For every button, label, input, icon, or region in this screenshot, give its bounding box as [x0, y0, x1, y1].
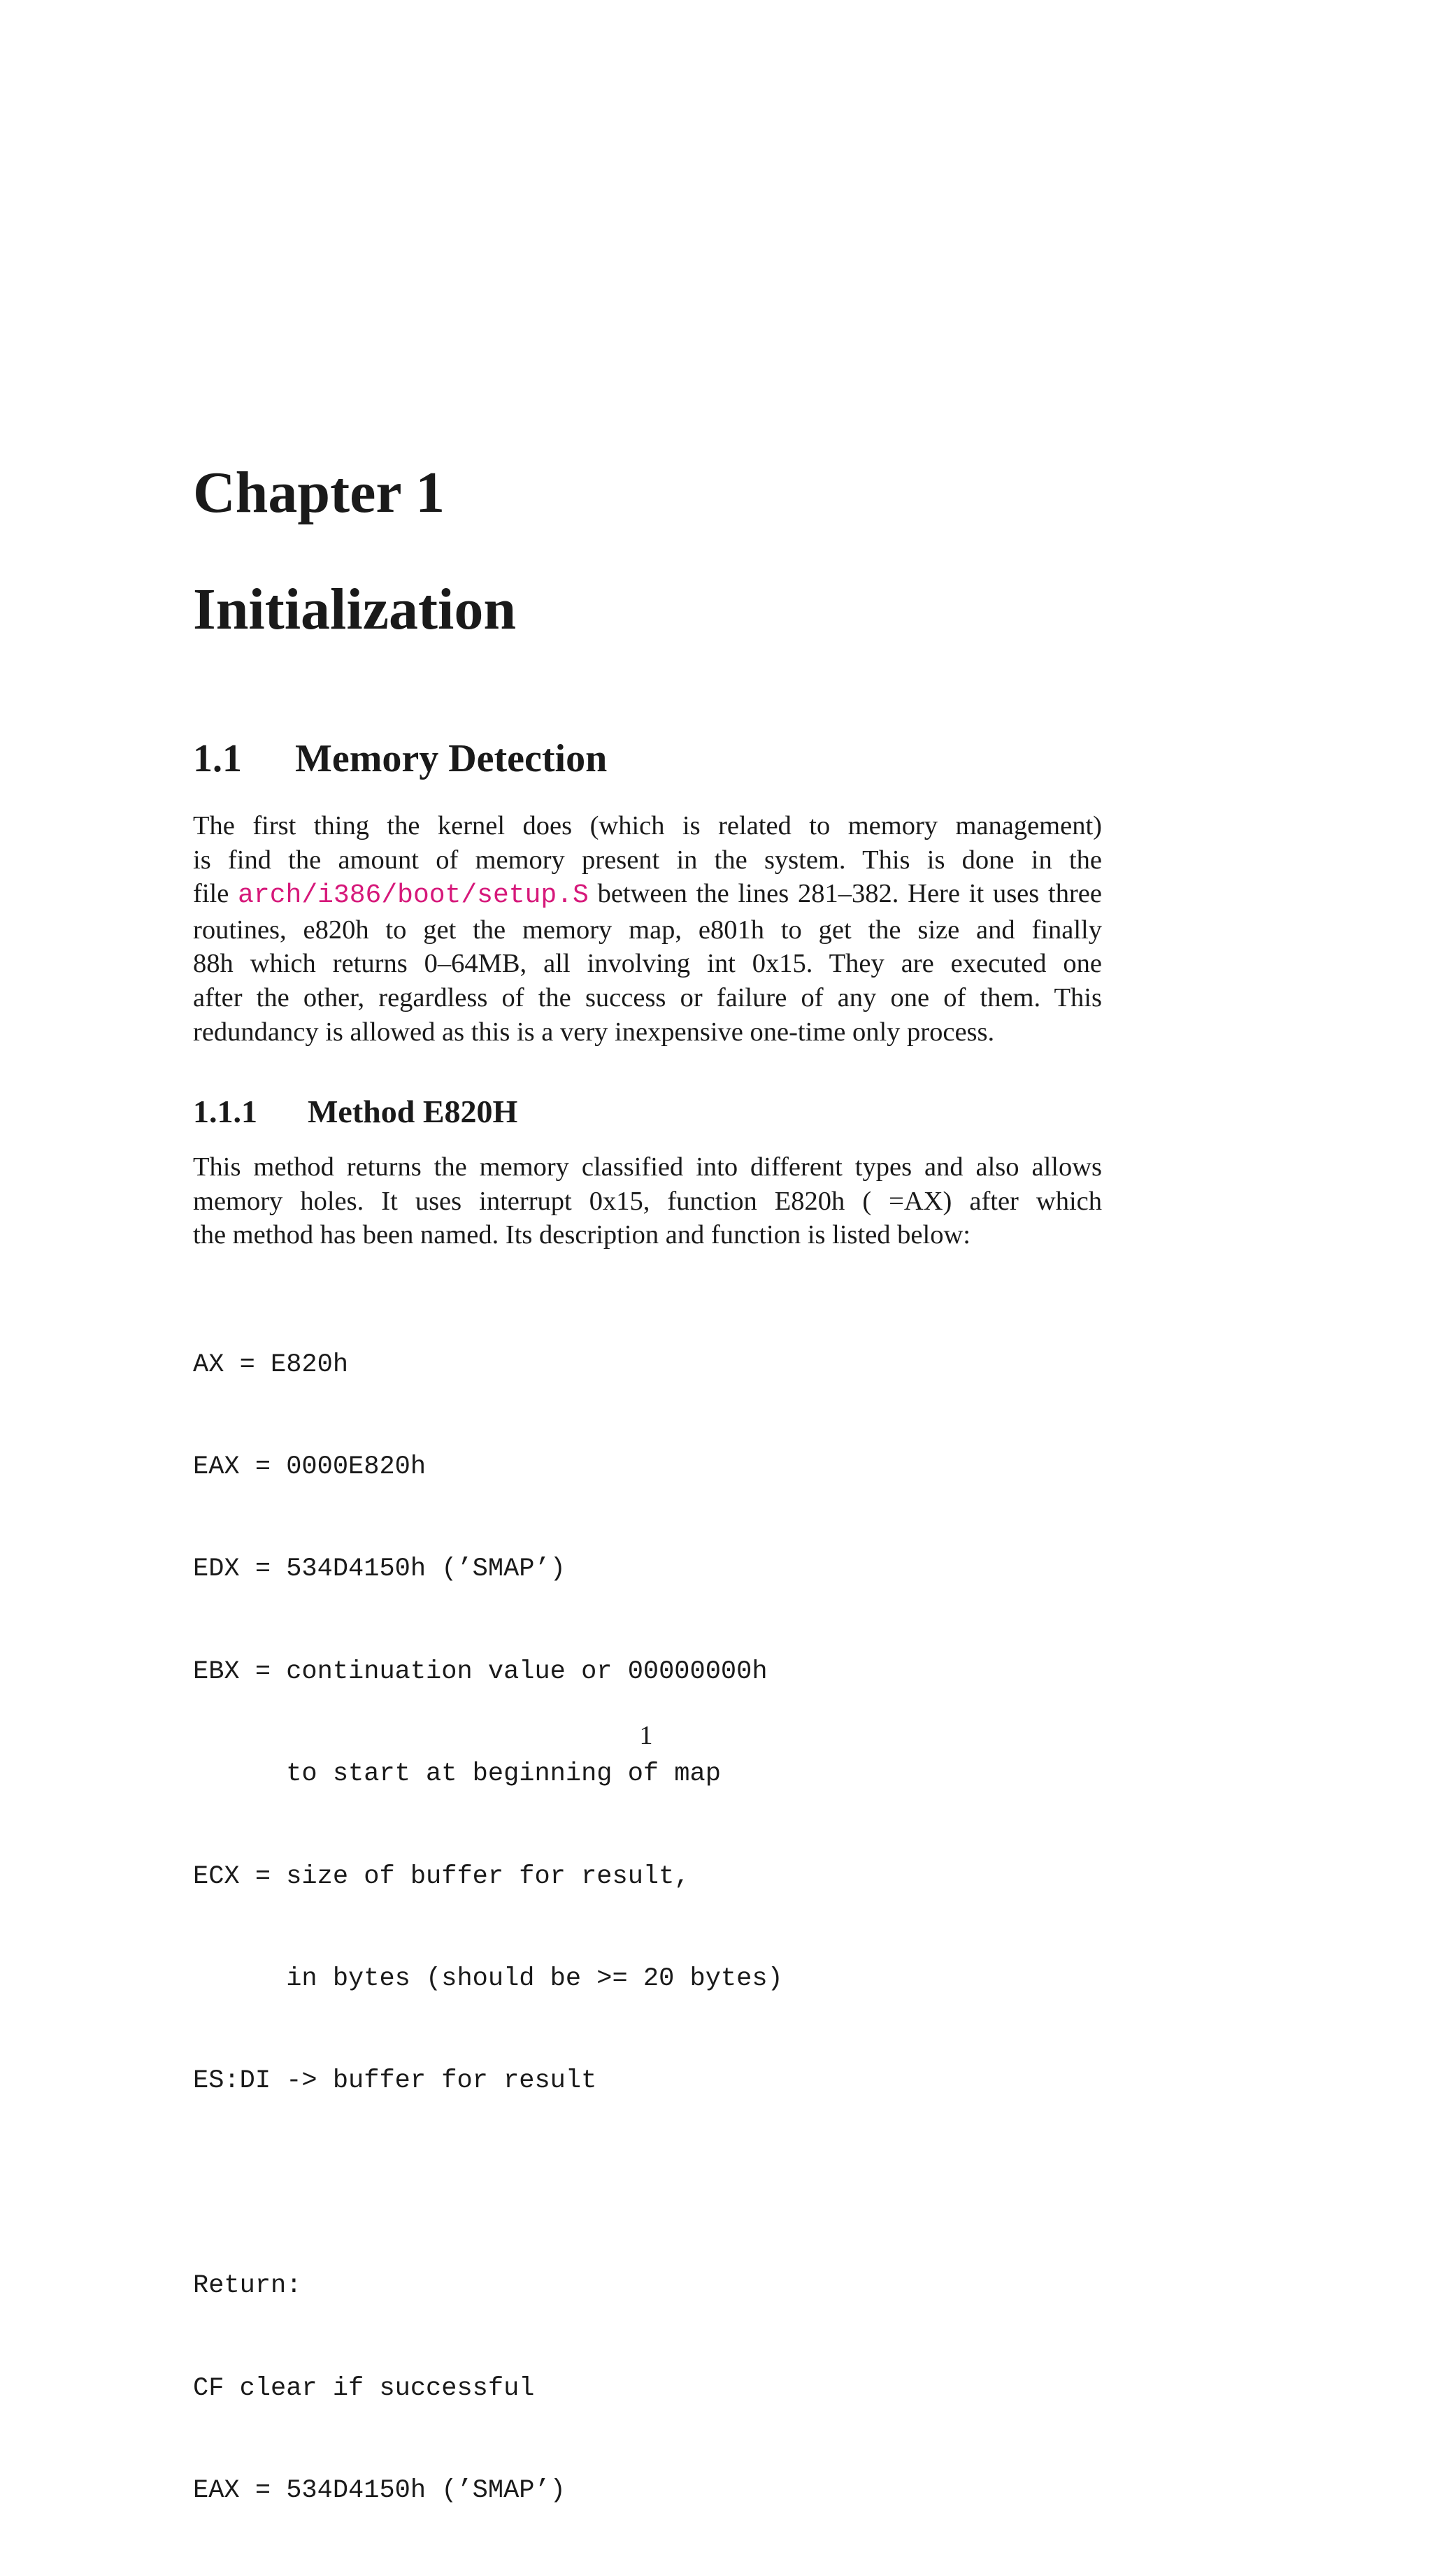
- subsection-title: Method E820H: [308, 1094, 518, 1129]
- code-line: to start at beginning of map: [193, 1759, 721, 1789]
- page-number: 1: [639, 1721, 653, 1750]
- code-line: EDX = 534D4150h (’SMAP’): [193, 1554, 566, 1584]
- paragraph-line: This method returns the memory classified into different types and also allows: [193, 1152, 1102, 1182]
- paragraph-line: [193, 913, 1102, 947]
- paragraph-line: [193, 809, 1102, 843]
- paragraph-line: memory holes. It uses interrupt 0x15, function E820h ( =AX) after which: [193, 1186, 1102, 1216]
- file-path-link[interactable]: arch/i386/boot/setup.S: [238, 880, 589, 911]
- paragraph-line: the method has been named. Its description and function is listed below:: [193, 1220, 971, 1250]
- code-listing: [193, 1280, 783, 2576]
- code-line: EAX = 0000E820h: [193, 1452, 427, 1482]
- code-line: EBX = continuation value or 00000000h: [193, 1656, 768, 1687]
- section-heading: [193, 734, 607, 783]
- paragraph-line: [193, 981, 1102, 1015]
- subsection-paragraph: [193, 1150, 1102, 1252]
- paragraph-line: [193, 947, 1102, 981]
- code-line: ES:DI -> buffer for result: [193, 2066, 597, 2096]
- code-line: in bytes (should be >= 20 bytes): [193, 1963, 783, 1994]
- section-title: Memory Detection: [295, 737, 608, 780]
- paragraph-text: file: [193, 879, 238, 909]
- code-line: EAX = 534D4150h (’SMAP’): [193, 2475, 566, 2505]
- section-paragraph: [193, 809, 1102, 1049]
- code-line: CF clear if successful: [193, 2373, 535, 2403]
- paragraph-text: is find the amount of memory present in the system. This is done in the: [193, 845, 1102, 875]
- paragraph-text: between the lines 281–382. Here it uses three: [588, 879, 1102, 909]
- subsection-number: 1.1.1: [193, 1094, 257, 1129]
- paragraph-text: 88h which returns 0–64MB, all involving int 0x15. They are executed one: [193, 949, 1102, 979]
- code-line: AX = E820h: [193, 1350, 349, 1380]
- paragraph-text: The first thing the kernel does (which is related to memory management): [193, 811, 1102, 840]
- paragraph-line: [193, 1015, 1102, 1050]
- code-line: Return:: [193, 2271, 302, 2301]
- paragraph-text: redundancy is allowed as this is a very inexpensive one-time only process.: [193, 1017, 995, 1047]
- chapter-label: Chapter 1: [193, 460, 445, 525]
- paragraph-text: after the other, regardless of the success or failure of any one of them. This: [193, 982, 1102, 1012]
- paragraph-line: [193, 877, 1102, 913]
- section-number: 1.1: [193, 737, 242, 780]
- chapter-title: Initialization: [193, 577, 517, 642]
- code-line: [193, 2167, 783, 2201]
- paragraph-text: routines, e820h to get the memory map, e801h to get the size and finally: [193, 915, 1102, 945]
- subsection-heading: [193, 1091, 517, 1133]
- paragraph-line: [193, 843, 1102, 878]
- code-line: ECX = size of buffer for result,: [193, 1861, 690, 1891]
